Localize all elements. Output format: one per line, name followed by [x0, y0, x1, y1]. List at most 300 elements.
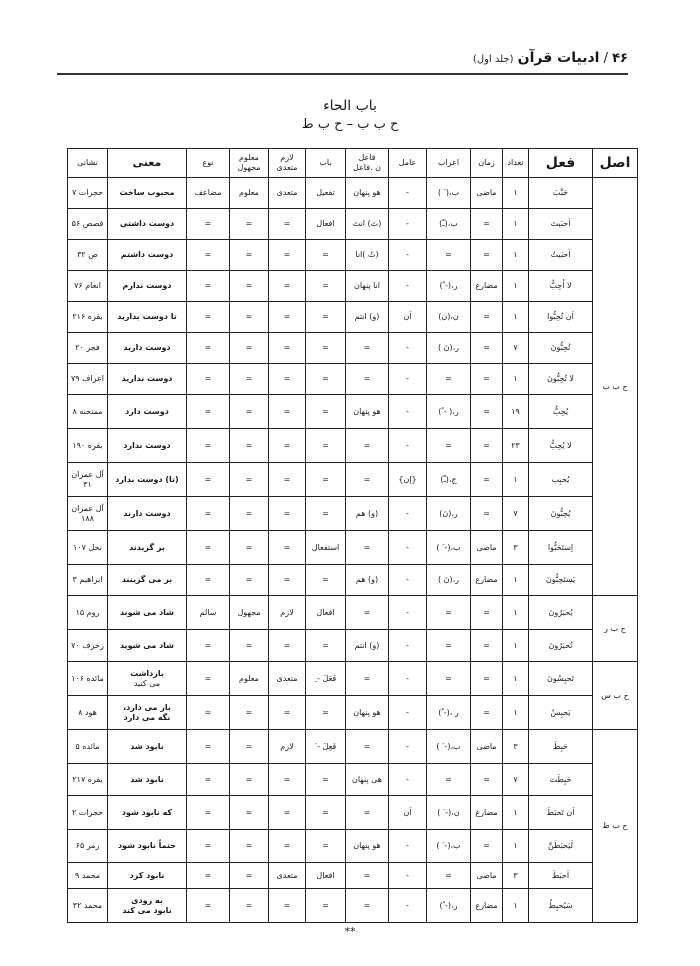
fael-cell: =	[346, 531, 389, 565]
verb-cell: تَحبِسُونَ	[529, 662, 593, 696]
col-zaman: زمان	[471, 149, 503, 178]
zaman-cell: ماضی	[471, 178, 503, 209]
col-bab: باب	[306, 149, 346, 178]
verb-cell: حَبَّبَ	[529, 178, 593, 209]
noe-cell: =	[187, 764, 230, 796]
bab-cell: استفعال	[306, 531, 346, 565]
root-cell: ح ب س	[593, 662, 638, 730]
noe-cell: =	[187, 302, 230, 333]
fael-cell: (و) هم	[346, 565, 389, 596]
amel-cell: -	[389, 240, 427, 271]
tedad-cell: ۲۳	[503, 429, 529, 463]
meaning-line: بازداشت	[130, 668, 164, 678]
table-row	[68, 240, 638, 271]
zaman-cell: =	[471, 333, 503, 364]
fael-cell: =	[346, 796, 389, 830]
col-fael	[346, 149, 389, 178]
col-lazem-line1: لازم	[280, 153, 294, 162]
fael-cell: (و) هم	[346, 497, 389, 531]
book-title: ادبیات قرآن	[517, 50, 600, 66]
amel-cell: -	[389, 730, 427, 764]
amel-cell: -	[389, 271, 427, 302]
meaning-cell: (تا) دوست بدارد	[108, 463, 187, 497]
zaman-cell: =	[471, 497, 503, 531]
tedad-cell: ۱	[503, 696, 529, 730]
tedad-cell: ۷	[503, 764, 529, 796]
table-row	[68, 209, 638, 240]
zaman-cell: =	[471, 364, 503, 395]
col-tedad: تعداد	[503, 149, 529, 178]
zaman-cell: مضارع	[471, 565, 503, 596]
reference-cell: زخرف ۷۰	[68, 630, 108, 662]
fael-cell: =	[346, 463, 389, 497]
amel-cell: -	[389, 596, 427, 630]
malum-cell: مجهول	[230, 596, 269, 630]
bab-cell: افعال	[306, 863, 346, 889]
malum-cell: =	[230, 271, 269, 302]
col-noe: نوع	[187, 149, 230, 178]
bab-cell: =	[306, 565, 346, 596]
meaning-cell: دوست دارد	[108, 395, 187, 429]
malum-cell: =	[230, 796, 269, 830]
verb-cell: تُحِبُّونَ	[529, 333, 593, 364]
running-head	[473, 50, 628, 66]
meaning-cell: نابود شد	[108, 730, 187, 764]
lazem-cell: متعدی	[269, 662, 306, 696]
zaman-cell: ماضی	[471, 531, 503, 565]
bab-cell: =	[306, 696, 346, 730]
verb-cell: اَن تَحبَطَ	[529, 796, 593, 830]
amel-cell: -	[389, 565, 427, 596]
zaman-cell: =	[471, 662, 503, 696]
amel-cell: -	[389, 333, 427, 364]
reference-cell: بقره ۲۱۶	[68, 302, 108, 333]
bab-cell: فَعِلَ - َ	[306, 730, 346, 764]
fael-cell: هی پنهان	[346, 764, 389, 796]
meaning-cell: دوست ندارید	[108, 364, 187, 395]
malum-cell: =	[230, 863, 269, 889]
malum-cell: =	[230, 565, 269, 596]
verb-cell: اَن تُحِبُّوا	[529, 302, 593, 333]
noe-cell: =	[187, 696, 230, 730]
table-row	[68, 830, 638, 863]
erab-cell: ر ،(- ُ)	[427, 696, 471, 730]
tedad-cell: ۱	[503, 302, 529, 333]
erab-cell: ر،(نَ )	[427, 565, 471, 596]
tedad-cell: ۱	[503, 830, 529, 863]
meaning-cell: شاد می شوند	[108, 596, 187, 630]
bab-cell: =	[306, 364, 346, 395]
root-cell: ح ب ب	[593, 178, 638, 596]
verb-cell: يُحبِب	[529, 463, 593, 497]
tedad-cell: ۱۹	[503, 395, 529, 429]
meaning-cell: دوست ندارد	[108, 429, 187, 463]
noe-cell: =	[187, 630, 230, 662]
noe-cell: =	[187, 271, 230, 302]
fael-cell: =	[346, 730, 389, 764]
noe-cell: =	[187, 395, 230, 429]
zaman-cell: =	[471, 696, 503, 730]
fael-cell: (و) انتم	[346, 302, 389, 333]
meaning-cell: حتماً نابود شود	[108, 830, 187, 863]
col-erab: اعراب	[427, 149, 471, 178]
amel-cell: -	[389, 395, 427, 429]
noe-cell: =	[187, 730, 230, 764]
erab-cell: ج،(ـْ)	[427, 463, 471, 497]
erab-cell: ر،(- ُ)	[427, 889, 471, 923]
lazem-cell: =	[269, 302, 306, 333]
meaning-cell	[108, 889, 187, 923]
malum-cell: =	[230, 240, 269, 271]
fael-cell: (تُ )انا	[346, 240, 389, 271]
amel-cell: -	[389, 696, 427, 730]
fael-cell: انا پنهان	[346, 271, 389, 302]
meaning-cell: که نابود شود	[108, 796, 187, 830]
amel-cell: -	[389, 830, 427, 863]
zaman-cell: =	[471, 830, 503, 863]
erab-cell: ر،(- ُ)	[427, 271, 471, 302]
table-row	[68, 429, 638, 463]
table-row	[68, 596, 638, 630]
amel-cell: -	[389, 764, 427, 796]
amel-cell: -	[389, 209, 427, 240]
erab-cell: ب،( َ )	[427, 178, 471, 209]
tedad-cell: ۳	[503, 730, 529, 764]
lazem-cell: =	[269, 463, 306, 497]
meaning-line: نابود می کند	[122, 905, 172, 915]
tedad-cell: ۱	[503, 271, 529, 302]
malum-cell: =	[230, 889, 269, 923]
erab-cell: ن،(- َ )	[427, 796, 471, 830]
noe-cell: =	[187, 830, 230, 863]
reference-cell: قصص ۵۶	[68, 209, 108, 240]
col-asl: اصل	[593, 149, 638, 178]
table-row	[68, 565, 638, 596]
verb-cell: اَحبَطَ	[529, 863, 593, 889]
amel-cell: -	[389, 889, 427, 923]
lazem-cell: =	[269, 364, 306, 395]
erab-cell: =	[427, 863, 471, 889]
header-rule	[57, 73, 628, 75]
lazem-cell: =	[269, 796, 306, 830]
bab-cell: =	[306, 889, 346, 923]
amel-cell: -	[389, 863, 427, 889]
noe-cell: =	[187, 863, 230, 889]
tedad-cell: ۱	[503, 565, 529, 596]
fael-cell: =	[346, 333, 389, 364]
lazem-cell: =	[269, 565, 306, 596]
tedad-cell: ۱	[503, 796, 529, 830]
reference-cell: بقره ۲۱۷	[68, 764, 108, 796]
tedad-cell: ۱	[503, 364, 529, 395]
lazem-cell: =	[269, 764, 306, 796]
reference-cell: آل عمران ۱۸۸	[68, 497, 108, 531]
tedad-cell: ۱	[503, 662, 529, 696]
meaning-cell: شاد می شوید	[108, 630, 187, 662]
reference-cell: ممتحنه ۸	[68, 395, 108, 429]
erab-cell: ر،( - ُ)	[427, 395, 471, 429]
tedad-cell: ۱	[503, 889, 529, 923]
erab-cell: =	[427, 596, 471, 630]
lazem-cell: متعدی	[269, 863, 306, 889]
root-cell: ح ب ط	[593, 730, 638, 923]
erab-cell: ب،(- َ )	[427, 830, 471, 863]
erab-cell: =	[427, 240, 471, 271]
col-fael-line2: ن .فاعل	[352, 163, 382, 172]
erab-cell: ب،(ـْ)	[427, 209, 471, 240]
lazem-cell: =	[269, 889, 306, 923]
meaning-cell: دوست دارید	[108, 333, 187, 364]
bab-cell: =	[306, 395, 346, 429]
fael-cell: =	[346, 596, 389, 630]
col-fael-line1: فاعل	[358, 153, 376, 162]
lazem-cell: لازم	[269, 596, 306, 630]
tedad-cell: ۱	[503, 209, 529, 240]
meaning-cell: بر می گزینند	[108, 565, 187, 596]
meaning-cell: محبوب ساخت	[108, 178, 187, 209]
lazem-cell: =	[269, 830, 306, 863]
amel-cell: اَن	[389, 302, 427, 333]
malum-cell: =	[230, 497, 269, 531]
root-cell: ح ب ر	[593, 596, 638, 662]
tedad-cell: ۷	[503, 333, 529, 364]
noe-cell: سالم	[187, 596, 230, 630]
table-row	[68, 178, 638, 209]
reference-cell: هود ۸	[68, 696, 108, 730]
col-fel: فعل	[529, 149, 593, 178]
reference-cell: ابراهیم ۳	[68, 565, 108, 596]
noe-cell: مضاعف	[187, 178, 230, 209]
malum-cell: =	[230, 630, 269, 662]
amel-cell: -	[389, 178, 427, 209]
table-row	[68, 796, 638, 830]
table-row	[68, 497, 638, 531]
amel-cell: -	[389, 364, 427, 395]
bab-cell: =	[306, 429, 346, 463]
amel-cell: -	[389, 531, 427, 565]
verb-cell: لا يُحِبُّ	[529, 429, 593, 463]
meaning-cell: نابود کرد	[108, 863, 187, 889]
table-row	[68, 333, 638, 364]
malum-cell: =	[230, 364, 269, 395]
lazem-cell: =	[269, 531, 306, 565]
fael-cell: =	[346, 863, 389, 889]
verb-cell: سَيُحبِطُ	[529, 889, 593, 923]
noe-cell: =	[187, 463, 230, 497]
zaman-cell: =	[471, 395, 503, 429]
noe-cell: =	[187, 796, 230, 830]
meaning-cell: دوست داشتم	[108, 240, 187, 271]
verb-cell: اِستَحَبُّوا	[529, 531, 593, 565]
zaman-cell: =	[471, 463, 503, 497]
fael-cell: =	[346, 889, 389, 923]
noe-cell: =	[187, 565, 230, 596]
zaman-cell: =	[471, 302, 503, 333]
lazem-cell: =	[269, 271, 306, 302]
meaning-line: می کنید	[133, 678, 161, 688]
col-mana: معنی	[108, 149, 187, 178]
bab-cell: تفعیل	[306, 178, 346, 209]
verb-cell: يُحِبُّونَ	[529, 497, 593, 531]
verb-cell: يُحِبُّ	[529, 395, 593, 429]
verb-cell: حَبِطَت	[529, 764, 593, 796]
meaning-cell	[108, 696, 187, 730]
erab-cell: ر،(نَ )	[427, 333, 471, 364]
bab-cell: فَعَلَ - ِ	[306, 662, 346, 696]
noe-cell: =	[187, 240, 230, 271]
bab-cell: =	[306, 497, 346, 531]
lazem-cell: =	[269, 333, 306, 364]
verb-table	[67, 148, 638, 923]
table-row	[68, 730, 638, 764]
tedad-cell: ۱	[503, 178, 529, 209]
malum-cell: =	[230, 209, 269, 240]
lazem-cell: =	[269, 240, 306, 271]
bab-cell: =	[306, 302, 346, 333]
col-malum	[230, 149, 269, 178]
bab-cell: =	[306, 240, 346, 271]
fael-cell: هو پنهان	[346, 178, 389, 209]
verb-cell: حَبِطَ	[529, 730, 593, 764]
tedad-cell: ۷	[503, 497, 529, 531]
bab-cell: =	[306, 764, 346, 796]
col-neshani: نشانی	[68, 149, 108, 178]
volume-label: (جلد اول)	[472, 54, 514, 65]
verb-cell: لَيَحبَطَنَّ	[529, 830, 593, 863]
malum-cell: =	[230, 730, 269, 764]
zaman-cell: =	[471, 209, 503, 240]
reference-cell: بقره ۱۹۰	[68, 429, 108, 463]
fael-cell: =	[346, 429, 389, 463]
meaning-cell: تا دوست بدارید	[108, 302, 187, 333]
table-row	[68, 395, 638, 429]
bab-cell: افعال	[306, 596, 346, 630]
table-row	[68, 302, 638, 333]
malum-cell: =	[230, 696, 269, 730]
noe-cell: =	[187, 429, 230, 463]
reference-cell: مائده ۵	[68, 730, 108, 764]
fael-cell: هو پنهان	[346, 830, 389, 863]
erab-cell: =	[427, 364, 471, 395]
bab-cell: =	[306, 463, 346, 497]
malum-cell: =	[230, 333, 269, 364]
lazem-cell: =	[269, 209, 306, 240]
bab-cell: =	[306, 630, 346, 662]
amel-cell: -	[389, 662, 427, 696]
meaning-cell: دوست ندارم	[108, 271, 187, 302]
tedad-cell: ۱	[503, 630, 529, 662]
table-body	[68, 178, 638, 923]
zaman-cell: =	[471, 764, 503, 796]
meaning-cell: نابود شد	[108, 764, 187, 796]
table-row	[68, 463, 638, 497]
table-row	[68, 863, 638, 889]
bab-cell: افعال	[306, 209, 346, 240]
table-header-row	[68, 149, 638, 178]
zaman-cell: =	[471, 630, 503, 662]
lazem-cell: =	[269, 497, 306, 531]
verb-cell: اَحبَبتُ	[529, 240, 593, 271]
table-row	[68, 764, 638, 796]
malum-cell: معلوم	[230, 178, 269, 209]
noe-cell: =	[187, 364, 230, 395]
lazem-cell: لازم	[269, 730, 306, 764]
malum-cell: =	[230, 302, 269, 333]
zaman-cell: =	[471, 240, 503, 271]
bab-cell: =	[306, 796, 346, 830]
amel-cell: -	[389, 630, 427, 662]
reference-cell: نحل ۱۰۷	[68, 531, 108, 565]
meaning-line: به زودی	[131, 895, 163, 905]
fael-cell: هو پنهان	[346, 696, 389, 730]
reference-cell: انعام ۷۶	[68, 271, 108, 302]
tedad-cell: ۳	[503, 531, 529, 565]
separator: /	[603, 51, 608, 66]
col-lazem	[269, 149, 306, 178]
tedad-cell: ۱	[503, 240, 529, 271]
verb-cell: لا تُحِبُّونَ	[529, 364, 593, 395]
reference-cell: محمد ۳۲	[68, 889, 108, 923]
verb-cell: يُحبَرُونَ	[529, 596, 593, 630]
lazem-cell: =	[269, 630, 306, 662]
col-malum-line2: مجهول	[237, 163, 261, 172]
verb-cell: يَستَحِبُّونَ	[529, 565, 593, 596]
reference-cell: آل عمران ۳۱	[68, 463, 108, 497]
bab-cell: =	[306, 830, 346, 863]
erab-cell: ر،(نَ)	[427, 497, 471, 531]
end-marker: **	[344, 925, 356, 938]
lazem-cell: =	[269, 395, 306, 429]
meaning-cell	[108, 662, 187, 696]
tedad-cell: ۱	[503, 596, 529, 630]
zaman-cell: ماضی	[471, 863, 503, 889]
amel-cell: -	[389, 429, 427, 463]
lazem-cell: متعدی	[269, 178, 306, 209]
fael-cell: =	[346, 662, 389, 696]
table-row	[68, 662, 638, 696]
table-row	[68, 696, 638, 730]
noe-cell: =	[187, 889, 230, 923]
col-lazem-line2: متعدی	[276, 163, 298, 172]
reference-cell: زمر ۶۵	[68, 830, 108, 863]
reference-cell: حجرات ۲	[68, 796, 108, 830]
table-row	[68, 630, 638, 662]
fael-cell: (تَ) انتَ	[346, 209, 389, 240]
malum-cell: =	[230, 764, 269, 796]
malum-cell: =	[230, 463, 269, 497]
malum-cell: =	[230, 395, 269, 429]
erab-cell: ب،(- َ )	[427, 730, 471, 764]
amel-cell: -	[389, 497, 427, 531]
meaning-line: باز می دارد،	[123, 702, 171, 712]
noe-cell: =	[187, 531, 230, 565]
malum-cell: =	[230, 830, 269, 863]
amel-cell: اَن	[389, 796, 427, 830]
zaman-cell: ماضی	[471, 730, 503, 764]
erab-cell: =	[427, 429, 471, 463]
table-row	[68, 271, 638, 302]
lazem-cell: =	[269, 696, 306, 730]
meaning-cell: بر گزیدند	[108, 531, 187, 565]
fael-cell: =	[346, 364, 389, 395]
table-row	[68, 531, 638, 565]
zaman-cell: =	[471, 429, 503, 463]
verb-cell: اَحبَبتَ	[529, 209, 593, 240]
reference-cell: ص ۳۲	[68, 240, 108, 271]
meaning-cell: دوست داشتی	[108, 209, 187, 240]
reference-cell: حجرات ۷	[68, 178, 108, 209]
chapter-roots: ح ب ب – ح ب ط	[301, 117, 399, 132]
